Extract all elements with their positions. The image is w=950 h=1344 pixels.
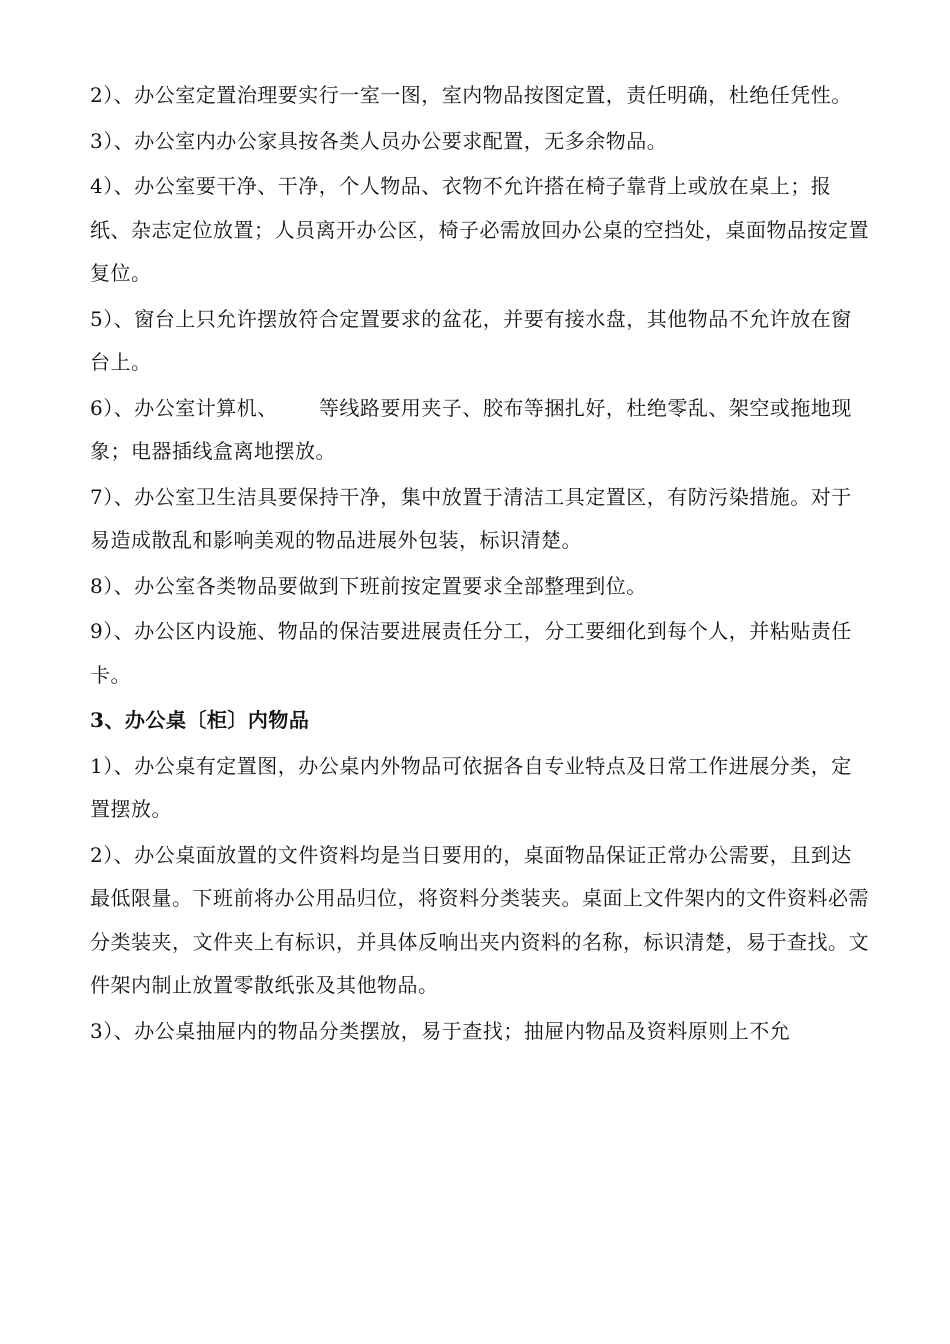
- desk-paragraph-1: 1）、办公桌有定置图，办公桌内外物品可依据各自专业特点及日常工作进展分类，定置摆放。: [90, 753, 852, 821]
- paragraph-item-9: 9）、办公区内设施、物品的保洁要进展责任分工，分工要细化到每个人，并粘贴责任卡。: [90, 619, 852, 687]
- desk-paragraph-2: 2）、办公桌面放置的文件资料均是当日要用的，桌面物品保证正常办公需要，且到达最低限量。下班前将办公用品归位，将资料分类装夹。桌面上文件架内的文件资料必需分类装夹，文件夹上有标识，并具体反响出夹内资料的名称，标识清楚，易于查找。文件架内制止放置零散纸张及其他物品。: [90, 842, 869, 997]
- paragraph-item-3: 3）、办公室内办公家具按各类人员办公要求配置，无多余物品。: [90, 128, 668, 153]
- section-heading: 3、办公桌〔柜〕内物品: [90, 708, 310, 732]
- paragraph-item-6: 6）、办公室计算机、 等线路要用夹子、胶布等捆扎好，杜绝零乱、架空或拖地现象；电器插线盒离地摆放。: [90, 395, 852, 463]
- desk-paragraph-3: 3）、办公桌抽屉内的物品分类摆放，易于查找；抽屉内物品及资料原则上不允: [90, 1018, 791, 1043]
- paragraph-item-2: 2）、办公室定置治理要实行一室一图，室内物品按图定置，责任明确，杜绝任凭性。: [90, 83, 852, 107]
- paragraph-item-7: 7）、办公室卫生洁具要保持干净，集中放置于清洁工具定置区，有防污染措施。对于易造成散乱和影响美观的物品进展外包装，标识清楚。: [90, 484, 852, 552]
- paragraph-item-8: 8）、办公室各类物品要做到下班前按定置要求全部整理到位。: [90, 573, 647, 598]
- paragraph-item-5: 5）、窗台上只允许摆放符合定置要求的盆花，并要有接水盘，其他物品不允许放在窗台上。: [90, 306, 852, 374]
- document-page: [90, 74, 870, 1055]
- paragraph-item-4: 4）、办公室要干净、干净，个人物品、衣物不允许搭在椅子靠背上或放在桌上；报纸、杂志定位放置；人员离开办公区，椅子必需放回办公桌的空挡处，桌面物品按定置复位。: [90, 174, 869, 285]
